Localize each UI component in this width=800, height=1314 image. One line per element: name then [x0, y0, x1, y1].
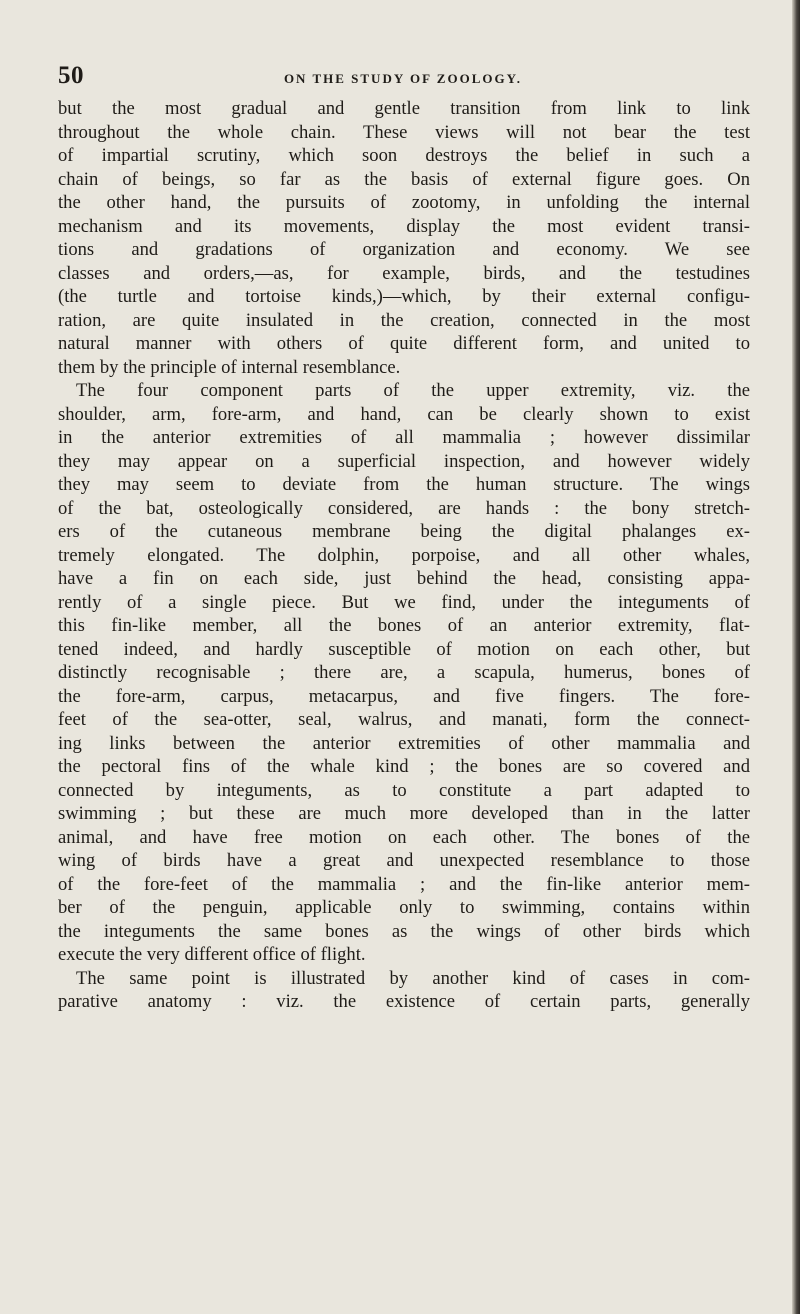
text-line: parative anatomy : viz. the existence of certain parts, generally: [58, 991, 750, 1012]
body-text: [58, 97, 750, 1014]
text-line: them by the principle of internal resemblance.: [58, 356, 401, 378]
text-line: the integuments the same bones as the wings of other birds which: [58, 920, 750, 942]
text-line: of the bat, osteologically considered, are hands : the bony stretch-: [58, 497, 750, 519]
text-line: this fin-like member, all the bones of an anterior extremity, flat-: [58, 615, 750, 636]
text-line: in the anterior extremities of all mammalia ; however dissimilar: [58, 427, 750, 448]
text-line: the pectoral fins of the whale kind ; the bones are so covered and: [58, 756, 750, 777]
text-line: tremely elongated. The dolphin, porpoise, and all other whales,: [58, 544, 750, 566]
text-line: connected by integuments, as to constitute a part adapted to: [58, 779, 750, 801]
text-line: (the turtle and tortoise kinds,)—which, by their external configu-: [58, 286, 750, 307]
text-line: execute the very different office of flight.: [58, 944, 366, 965]
text-line: they may seem to deviate from the human structure. The wings: [58, 474, 750, 495]
text-line: of impartial scrutiny, which soon destroys the belief in such a: [58, 145, 750, 166]
text-line: ration, are quite insulated in the creation, connected in the most: [58, 309, 750, 331]
text-line: throughout the whole chain. These views will not bear the test: [58, 121, 750, 143]
text-line: swimming ; but these are much more developed than in the latter: [58, 803, 750, 824]
text-line: animal, and have free motion on each other. The bones of the: [58, 826, 750, 848]
text-line: chain of beings, so far as the basis of external figure goes. On: [58, 168, 750, 190]
text-line: natural manner with others of quite different form, and united to: [58, 333, 750, 354]
text-line: ers of the cutaneous membrane being the digital phalanges ex-: [58, 521, 750, 542]
text-line: the other hand, the pursuits of zootomy, in unfolding the internal: [58, 192, 750, 213]
text-line: The four component parts of the upper extremity, viz. the: [76, 380, 750, 401]
text-line: distinctly recognisable ; there are, a scapula, humerus, bones of: [58, 662, 750, 683]
page-number: 50: [58, 62, 84, 89]
text-line: tions and gradations of organization and economy. We see: [58, 239, 750, 260]
text-line: shoulder, arm, fore-arm, and hand, can be clearly shown to exist: [58, 403, 750, 425]
text-line: The same point is illustrated by another kind of cases in com-: [76, 967, 750, 989]
text-line: but the most gradual and gentle transition from link to link: [58, 98, 750, 119]
text-line: have a fin on each side, just behind the head, consisting appa-: [58, 568, 750, 589]
text-line: tened indeed, and hardly susceptible of motion on each other, but: [58, 638, 750, 660]
page-header: [58, 58, 748, 94]
text-line: of the fore-feet of the mammalia ; and the fin-like anterior mem-: [58, 873, 750, 895]
text-line: ber of the penguin, applicable only to swimming, contains within: [58, 897, 750, 918]
text-line: they may appear on a superficial inspection, and however widely: [58, 450, 750, 472]
text-line: wing of birds have a great and unexpected resemblance to those: [58, 850, 750, 871]
text-line: the fore-arm, carpus, metacarpus, and five fingers. The fore-: [58, 685, 750, 707]
text-line: ing links between the anterior extremities of other mammalia and: [58, 732, 750, 754]
text-line: rently of a single piece. But we find, under the integuments of: [58, 591, 750, 613]
text-line: classes and orders,—as, for example, birds, and the testudines: [58, 262, 750, 284]
text-line: mechanism and its movements, display the most evident transi-: [58, 215, 750, 237]
page-edge-shadow: [792, 0, 800, 1314]
running-head: ON THE STUDY OF ZOOLOGY.: [283, 71, 523, 86]
text-line: feet of the sea-otter, seal, walrus, and manati, form the connect-: [58, 709, 750, 730]
